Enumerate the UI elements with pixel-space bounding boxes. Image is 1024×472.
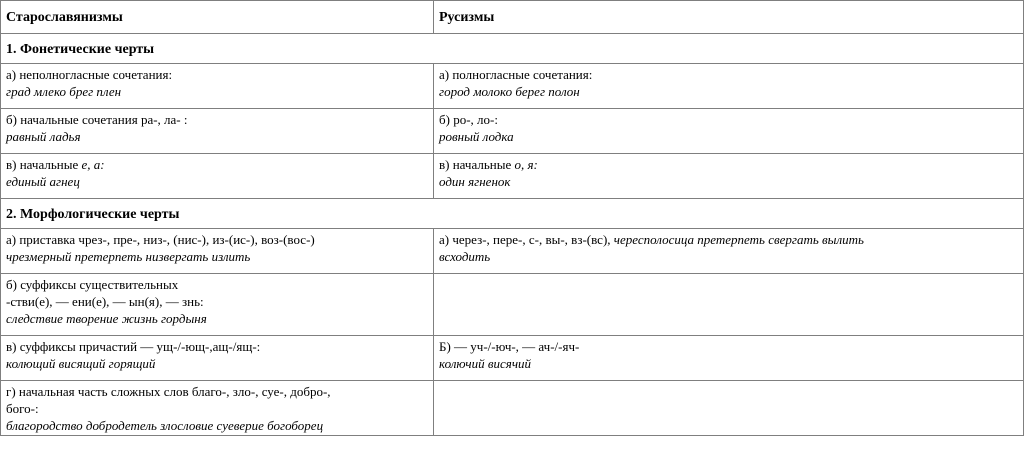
cell-russian xyxy=(434,336,1024,381)
cell-old-slavonic xyxy=(1,274,434,336)
feature-text-plain: в) начальные xyxy=(6,157,82,172)
cell-old-slavonic xyxy=(1,64,434,109)
feature-text: а) приставка чрез-, пре-, низ-, (нис-), из-(ис-), воз-(вос-) xyxy=(6,232,315,247)
example-text: колющий висящий горящий xyxy=(6,356,156,371)
cell-russian-empty xyxy=(434,274,1024,336)
feature-text: б) суффиксы существительных xyxy=(6,277,179,292)
example-text: град млеко брег плен xyxy=(6,84,122,99)
cell-old-slavonic xyxy=(1,229,434,274)
feature-text: а) полногласные сочетания: xyxy=(439,67,593,82)
example-text: один ягненок xyxy=(439,174,511,189)
cell-russian xyxy=(434,154,1024,199)
header-row xyxy=(1,1,1024,34)
table-row xyxy=(1,154,1024,199)
cell-old-slavonic xyxy=(1,109,434,154)
example-text: ровный лодка xyxy=(439,129,514,144)
header-russian: Русизмы xyxy=(434,1,1024,34)
feature-text: б) ро-, ло-: xyxy=(439,112,498,127)
feature-text-plain: в) начальные xyxy=(439,157,515,172)
section-row-phonetic xyxy=(1,34,1024,64)
feature-text: Б) — уч-/-юч-, — ач-/-яч- xyxy=(439,339,580,354)
example-text: равный ладья xyxy=(6,129,81,144)
table-row xyxy=(1,229,1024,274)
cell-russian xyxy=(434,229,1024,274)
section-title-morphology: 2. Морфологические черты xyxy=(1,199,1024,229)
feature-text xyxy=(6,156,427,173)
cell-russian-empty xyxy=(434,381,1024,436)
feature-text: -стви(е), — ени(е), — ын(я), — знь: xyxy=(6,294,204,309)
table-row xyxy=(1,109,1024,154)
table-row xyxy=(1,381,1024,436)
feature-text: бого-: xyxy=(6,401,39,416)
table-row xyxy=(1,336,1024,381)
feature-text xyxy=(439,231,1017,248)
feature-text xyxy=(439,156,1017,173)
section-title-phonetic: 1. Фонетические черты xyxy=(1,34,1024,64)
example-text: единый агнец xyxy=(6,174,80,189)
cell-old-slavonic xyxy=(1,336,434,381)
feature-text-plain: а) через-, пере-, с-, вы-, вз-(вс), xyxy=(439,232,614,247)
example-text: чрезмерный претерпеть низвергать излить xyxy=(6,249,251,264)
cell-russian xyxy=(434,64,1024,109)
cell-old-slavonic xyxy=(1,381,434,436)
cell-russian xyxy=(434,109,1024,154)
table-row xyxy=(1,274,1024,336)
example-text: следствие творение жизнь гордыня xyxy=(6,311,207,326)
example-text: колючий висячий xyxy=(439,356,532,371)
feature-letters: о, я: xyxy=(514,157,538,172)
table-row xyxy=(1,64,1024,109)
section-row-morphology xyxy=(1,199,1024,229)
feature-text: б) начальные сочетания ра-, ла- : xyxy=(6,112,188,127)
example-text: чересполосица претерпеть свергать вылить xyxy=(613,232,864,247)
feature-text: г) начальная часть сложных слов благо-, зло-, суе-, добро-, xyxy=(6,384,331,399)
header-old-slavonic: Старославянизмы xyxy=(1,1,434,34)
example-text: благородство добродетель злословие суеверие богоборец xyxy=(6,418,324,433)
feature-text: а) неполногласные сочетания: xyxy=(6,67,173,82)
feature-letters: е, а: xyxy=(81,157,105,172)
example-text: город молоко берег полон xyxy=(439,84,580,99)
example-text: всходить xyxy=(439,249,491,264)
cell-old-slavonic xyxy=(1,154,434,199)
feature-text: в) суффиксы причастий — ущ-/-ющ-,ащ-/ящ-: xyxy=(6,339,261,354)
